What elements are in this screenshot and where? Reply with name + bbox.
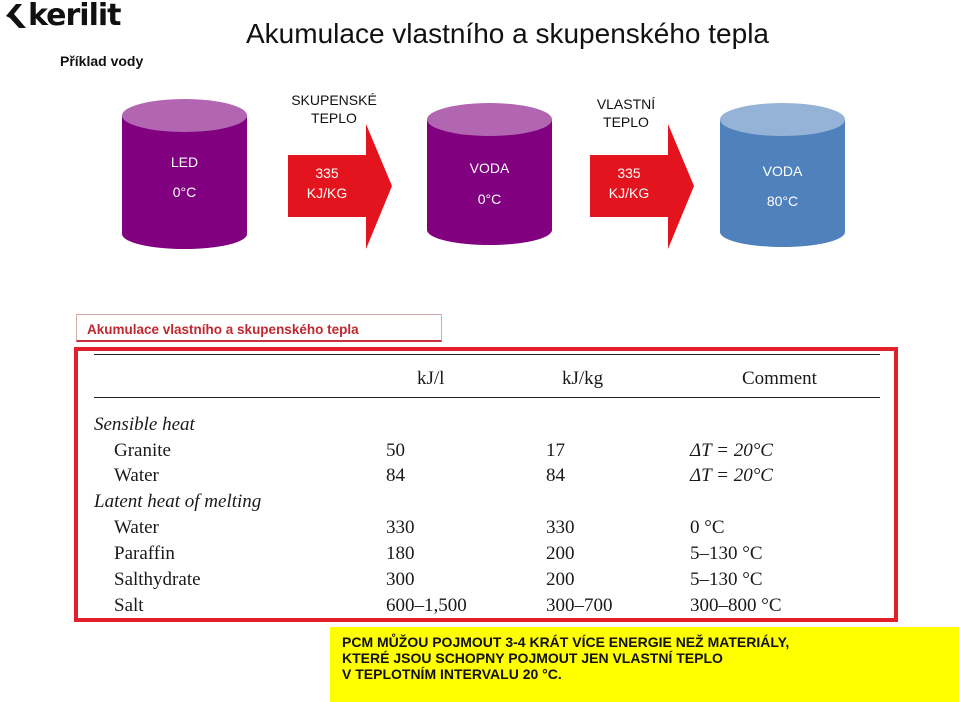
row-paraffin-kjkg: 200 xyxy=(546,543,575,564)
cylinder-water-cold xyxy=(427,103,552,245)
example-label: Příklad vody xyxy=(60,53,144,69)
row-paraffin-comment: 5–130 °C xyxy=(690,543,763,564)
row-salt-comment: 300–800 °C xyxy=(690,595,782,616)
group-sensible-heat: Sensible heat xyxy=(94,414,195,435)
row-paraffin-kjl: 180 xyxy=(386,543,415,564)
section-title: Akumulace vlastního a skupenského tepla xyxy=(76,314,442,342)
row-salthydrate-kjkg: 200 xyxy=(546,569,575,590)
logo-mark-icon xyxy=(2,0,30,32)
cylinder-ice-temp: 0°C xyxy=(172,184,197,200)
pcm-note-line2: KTERÉ JSOU SCHOPNY POJMOUT JEN VLASTNÍ TEPLO xyxy=(342,650,723,666)
pcm-note xyxy=(330,627,959,702)
row-water-latent-comment: 0 °C xyxy=(690,517,725,538)
heat-storage-table xyxy=(74,347,898,622)
row-granite-kjl: 50 xyxy=(386,440,405,461)
arrow-latent-heat xyxy=(288,124,392,249)
page-title: Akumulace vlastního a skupenského tepla xyxy=(246,18,769,49)
row-salt-kjkg: 300–700 xyxy=(546,595,613,616)
cylinder-ice xyxy=(122,99,247,249)
table-header-rule xyxy=(94,397,880,398)
row-water-latent-kjl: 330 xyxy=(386,517,415,538)
arrow-1-unit: KJ/KG xyxy=(306,185,348,201)
row-water-sensible-kjl: 84 xyxy=(386,465,405,486)
row-water-sensible-material: Water xyxy=(114,465,159,486)
arrow-sensible-heat xyxy=(590,124,694,249)
arrow-1-label-line2: TEPLO xyxy=(311,110,357,126)
row-granite-kjkg: 17 xyxy=(546,440,565,461)
table-top-rule xyxy=(94,354,880,355)
cylinder-ice-name: LED xyxy=(170,154,199,170)
row-granite-comment: ΔT = 20°C xyxy=(690,440,773,461)
row-salthydrate-kjl: 300 xyxy=(386,569,415,590)
row-salt-material: Salt xyxy=(114,595,144,616)
row-water-latent-kjkg: 330 xyxy=(546,517,575,538)
cylinder-water-cold-name: VODA xyxy=(469,160,510,176)
cylinder-water-hot-name: VODA xyxy=(762,163,803,179)
arrow-2-label-line1: VLASTNÍ xyxy=(596,96,656,112)
cylinder-water-hot-temp: 80°C xyxy=(766,193,799,209)
header-kjkg: kJ/kg xyxy=(562,368,604,389)
arrow-1-label xyxy=(278,91,390,127)
header-kjl: kJ/l xyxy=(417,368,445,389)
arrow-2-unit: KJ/KG xyxy=(608,185,650,201)
row-salthydrate-comment: 5–130 °C xyxy=(690,569,763,590)
cylinder-water-cold-temp: 0°C xyxy=(477,191,502,207)
arrow-2-value: 335 xyxy=(617,165,641,181)
arrow-1-value: 335 xyxy=(315,165,339,181)
row-salthydrate-material: Salthydrate xyxy=(114,569,201,590)
group-latent-heat: Latent heat of melting xyxy=(94,491,262,512)
pcm-note-line1: PCM MŮŽOU POJMOUT 3-4 KRÁT VÍCE ENERGIE NEŽ MATERIÁLY, xyxy=(342,634,790,650)
row-salt-kjl: 600–1,500 xyxy=(386,595,467,616)
row-granite-material: Granite xyxy=(114,440,171,461)
cylinder-water-hot xyxy=(720,103,845,247)
arrow-1-label-line1: SKUPENSKÉ xyxy=(291,92,377,108)
row-water-sensible-kjkg: 84 xyxy=(546,465,565,486)
row-water-latent-material: Water xyxy=(114,517,159,538)
pcm-note-line3: V TEPLOTNÍM INTERVALU 20 °C. xyxy=(342,666,562,682)
arrow-2-label-line2: TEPLO xyxy=(603,114,649,130)
row-water-sensible-comment: ΔT = 20°C xyxy=(690,465,773,486)
logo-text: kerilit xyxy=(28,0,121,33)
row-paraffin-material: Paraffin xyxy=(114,543,175,564)
header-comment: Comment xyxy=(742,368,817,389)
kerilit-logo xyxy=(2,0,127,32)
